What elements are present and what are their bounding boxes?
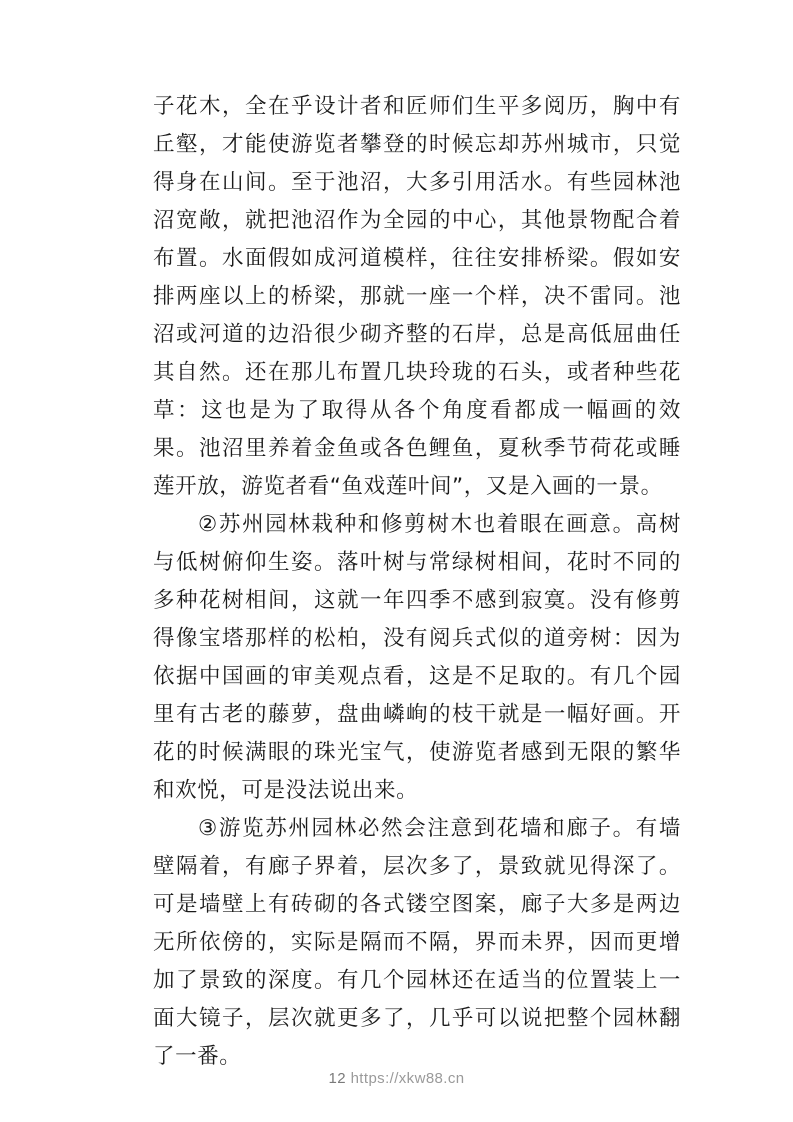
watermark-url: https://xkw88.cn [350, 1070, 465, 1087]
page-footer [0, 1068, 793, 1090]
paragraph-continued: 子花木，全在乎设计者和匠师们生平多阅历，胸中有丘壑，才能使游览者攀登的时候忘却苏州城市，只觉得身在山间。至于池沼，大多引用活水。有些园林池沼宽敞，就把池沼作为全园的中心，其他景物配合着布置。水面假如成河道模样，往往安排桥梁。假如安排两座以上的桥梁，那就一座一个样，决不雷同。池沼或河道的边沿很少砌齐整的石岸，总是高低屈曲任其自然。还在那儿布置几块玲珑的石头，或者种些花草：这也是为了取得从各个角度看都成一幅画的效果。池沼里养着金鱼或各色鲤鱼，夏秋季节荷花或睡莲开放，游览者看“鱼戏莲叶间”，又是入画的一景。 [153, 94, 681, 499]
page-text-body [153, 88, 681, 1076]
page-number: 12 [328, 1070, 346, 1087]
paragraph-3: ③游览苏州园林必然会注意到花墙和廊子。有墙壁隔着，有廊子界着，层次多了，景致就见得深了。可是墙壁上有砖砌的各式镂空图案，廊子大多是两边无所依傍的，实际是隔而不隔，界而未界，因而更增加了景致的深度。有几个园林还在适当的位置装上一面大镜子，层次就更多了，几乎可以说把整个园林翻了一番。 [153, 816, 681, 1069]
paragraph-2: ②苏州园林栽种和修剪树木也着眼在画意。高树与低树俯仰生姿。落叶树与常绿树相间，花时不同的多种花树相间，这就一年四季不感到寂寞。没有修剪得像宝塔那样的松柏，没有阅兵式似的道旁树：因为依据中国画的审美观点看，这是不足取的。有几个园里有古老的藤萝，盘曲嶙峋的枝干就是一幅好画。开花的时候满眼的珠光宝气，使游览者感到无限的繁华和欢悦，可是没法说出来。 [153, 512, 681, 803]
